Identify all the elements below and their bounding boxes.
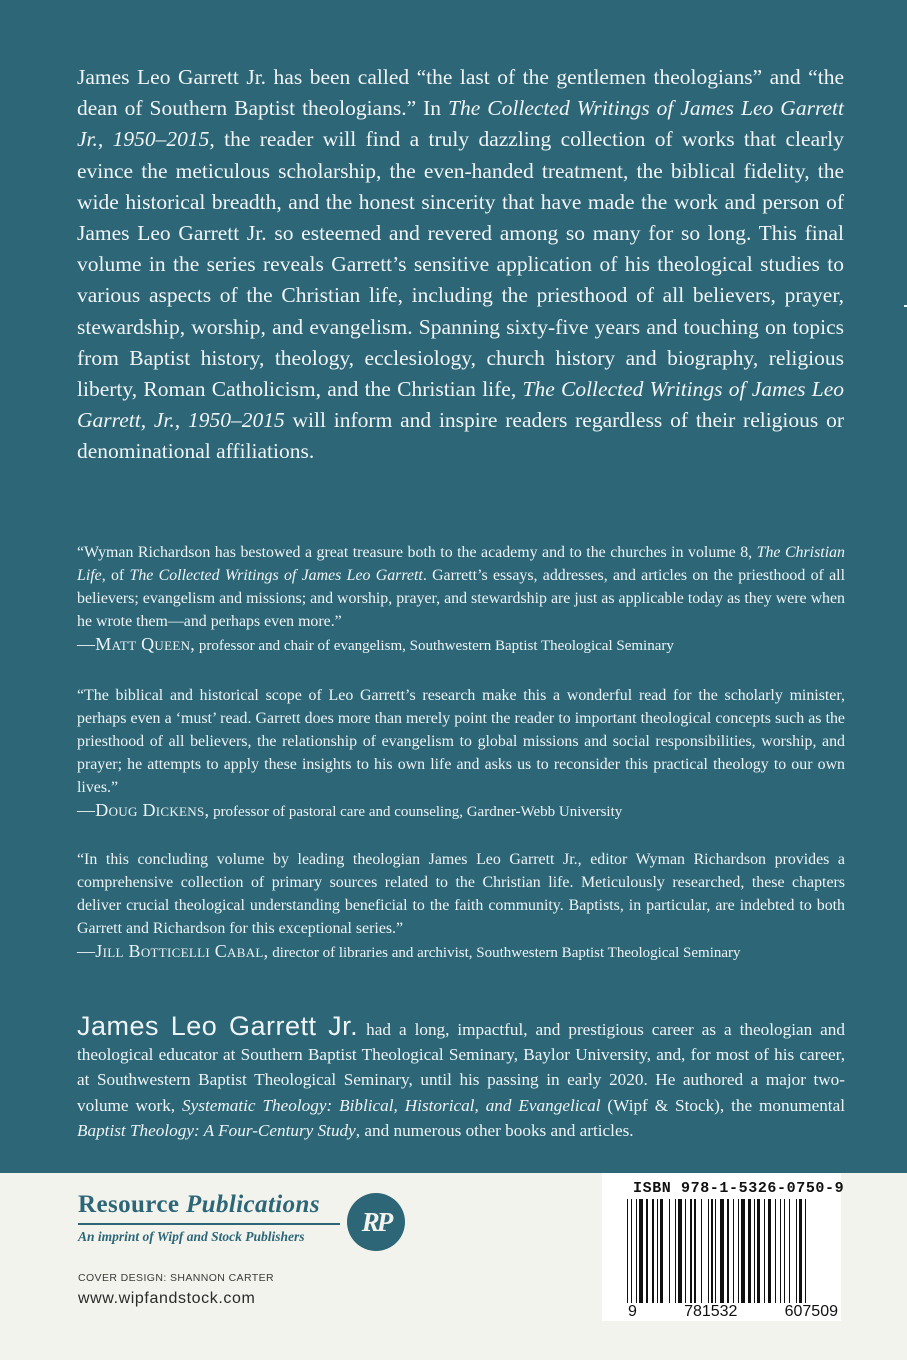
barcode-bar	[784, 1199, 785, 1303]
barcode-bar	[685, 1199, 686, 1303]
barcode-bar	[789, 1199, 790, 1303]
publisher-imprint: An imprint of Wipf and Stock Publishers	[78, 1228, 305, 1244]
barcode-bar	[805, 1199, 806, 1303]
barcode-bar	[757, 1199, 759, 1303]
barcode-bar	[775, 1199, 776, 1303]
barcode-bar	[720, 1199, 724, 1303]
endorsement-3-attribution: —Jill Botticelli Cabal, director of libraries and archivist, Southwestern Baptist Theological Seminary	[77, 941, 741, 962]
barcode-bar	[741, 1199, 745, 1303]
barcode-bar	[738, 1199, 739, 1303]
barcode-bar	[733, 1199, 734, 1303]
isbn-label: ISBN 978-1-5326-0750-9	[633, 1180, 845, 1197]
barcode-bar	[799, 1199, 801, 1303]
barcode-bar	[796, 1199, 797, 1303]
barcode-bar	[631, 1199, 632, 1303]
endorsement-2: “The biblical and historical scope of Leo Garrett’s research make this a wonderful read for the scholarly minister, perhaps even a ‘must’ read. Garrett does more than merely point the reader to important theological concepts such as the priesthood of all believers, the relationship of evangelism to global missions and social responsibilities, worship, and prayer; he attempts to apply these insights to his own life and asks us to reconsider this practical theology to our own lives.” —Doug Dickens, professor of pastoral care and counseling, Gardner-Webb University	[77, 684, 845, 825]
barcode-bar	[768, 1199, 772, 1303]
barcode-bar	[701, 1199, 702, 1303]
rp-logo-icon: RP	[347, 1193, 405, 1251]
barcode-bar	[660, 1199, 662, 1303]
barcode-bar	[678, 1199, 682, 1303]
barcode-bar	[690, 1199, 691, 1303]
barcode-bar	[708, 1199, 709, 1303]
barcode-bar	[639, 1199, 643, 1303]
barcode-bar	[711, 1199, 712, 1303]
cover-design-credit: COVER DESIGN: SHANNON CARTER	[78, 1272, 274, 1284]
barcode-bar	[764, 1199, 765, 1303]
barcode-bar	[652, 1199, 654, 1303]
barcode	[627, 1199, 834, 1303]
barcode-bar	[636, 1199, 637, 1303]
endorsement-1: “Wyman Richardson has bestowed a great treasure both to the academy and to the churches in volume 8, The Christian Life, of The Collected Writings of James Leo Garrett. Garrett’s essays, addresses, and articles on the priesthood of all believers; evangelism and missions; and worship, prayer, and stewardship are just as applicable today as they were when he wrote them—and perhaps even more.” —Matt Queen, professor and chair of evangelism, Southwestern Baptist Theological Seminary	[77, 541, 845, 658]
barcode-bar	[627, 1199, 628, 1303]
barcode-bar	[754, 1199, 755, 1303]
barcode-bar	[748, 1199, 750, 1303]
barcode-bar	[657, 1199, 658, 1303]
barcode-digit-lead: 9	[628, 1303, 637, 1320]
barcode-digit-group-2: 607509	[784, 1303, 838, 1320]
publisher-rule	[78, 1223, 340, 1225]
endorsement-2-attribution: —Doug Dickens, professor of pastoral care and counseling, Gardner-Webb University	[77, 800, 623, 821]
endorsement-1-attribution: —Matt Queen, professor and chair of evangelism, Southwestern Baptist Theological Seminary	[77, 634, 674, 655]
endorsement-3: “In this concluding volume by leading theologian James Leo Garrett Jr., editor Wyman Richardson provides a comprehensive collection of primary sources related to the Christian life. Meticulously researched, these chapters deliver crucial theological understanding beneficial to the faith community. Baptists, in particular, are indebted to both Garrett and Richardson for this exceptional series.” —Jill Botticelli Cabal, director of libraries and archivist, Southwestern Baptist Theological Seminary	[77, 848, 845, 965]
barcode-bar	[780, 1199, 781, 1303]
barcode-bar	[675, 1199, 676, 1303]
publisher-mark	[78, 1190, 340, 1245]
barcode-bar	[646, 1199, 647, 1303]
barcode-digit-group-1: 781532	[684, 1303, 738, 1320]
barcode-bar	[727, 1199, 728, 1303]
author-name: James Leo Garrett Jr.	[77, 1011, 359, 1041]
barcode-digits	[628, 1303, 838, 1321]
barcode-bar	[694, 1199, 696, 1303]
description-blurb: James Leo Garrett Jr. has been called “the last of the gentlemen theologians” and “the dean of Southern Baptist theologians.” In The Collected Writings of James Leo Garrett Jr., 1950–2015, the reader will find a truly dazzling collection of works that clearly evince the meticulous scholarship, the even-handed treatment, the biblical fidelity, the wide historical breadth, and the honest sincerity that have made the work and person of James Leo Garrett Jr. so esteemed and revered among so many for so long. This final volume in the series reveals Garrett’s sensitive application of his theological studies to various aspects of the Christian life, including the priesthood of all believers, prayer, stewardship, worship, and evangelism. Spanning sixty-five years and touching on topics from Baptist history, theology, ecclesiology, church history and biography, religious liberty, Roman Catholicism, and the Christian life, The Collected Writings of James Leo Garrett, Jr., 1950–2015 will inform and inspire readers regardless of their religious or denominational affiliations.	[77, 65, 845, 464]
publisher-name: Resource Publications	[78, 1191, 320, 1218]
barcode-bar	[715, 1199, 716, 1303]
website-link[interactable]: www.wipfandstock.com	[78, 1290, 256, 1307]
author-bio: James Leo Garrett Jr. had a long, impactful, and prestigious career as a theologian and theological educator at Southern Baptist Theological Seminary, Baylor University, and, for most of his career, at Southwestern Baptist Theological Seminary, until his passing in early 2020. He authored a major two-volume work, Systematic Theology: Biblical, Historical, and Evangelical (Wipf & Stock), the monumental Baptist Theology: A Four-Century Study, and numerous other books and articles.	[77, 1011, 845, 1140]
barcode-bar	[669, 1199, 670, 1303]
